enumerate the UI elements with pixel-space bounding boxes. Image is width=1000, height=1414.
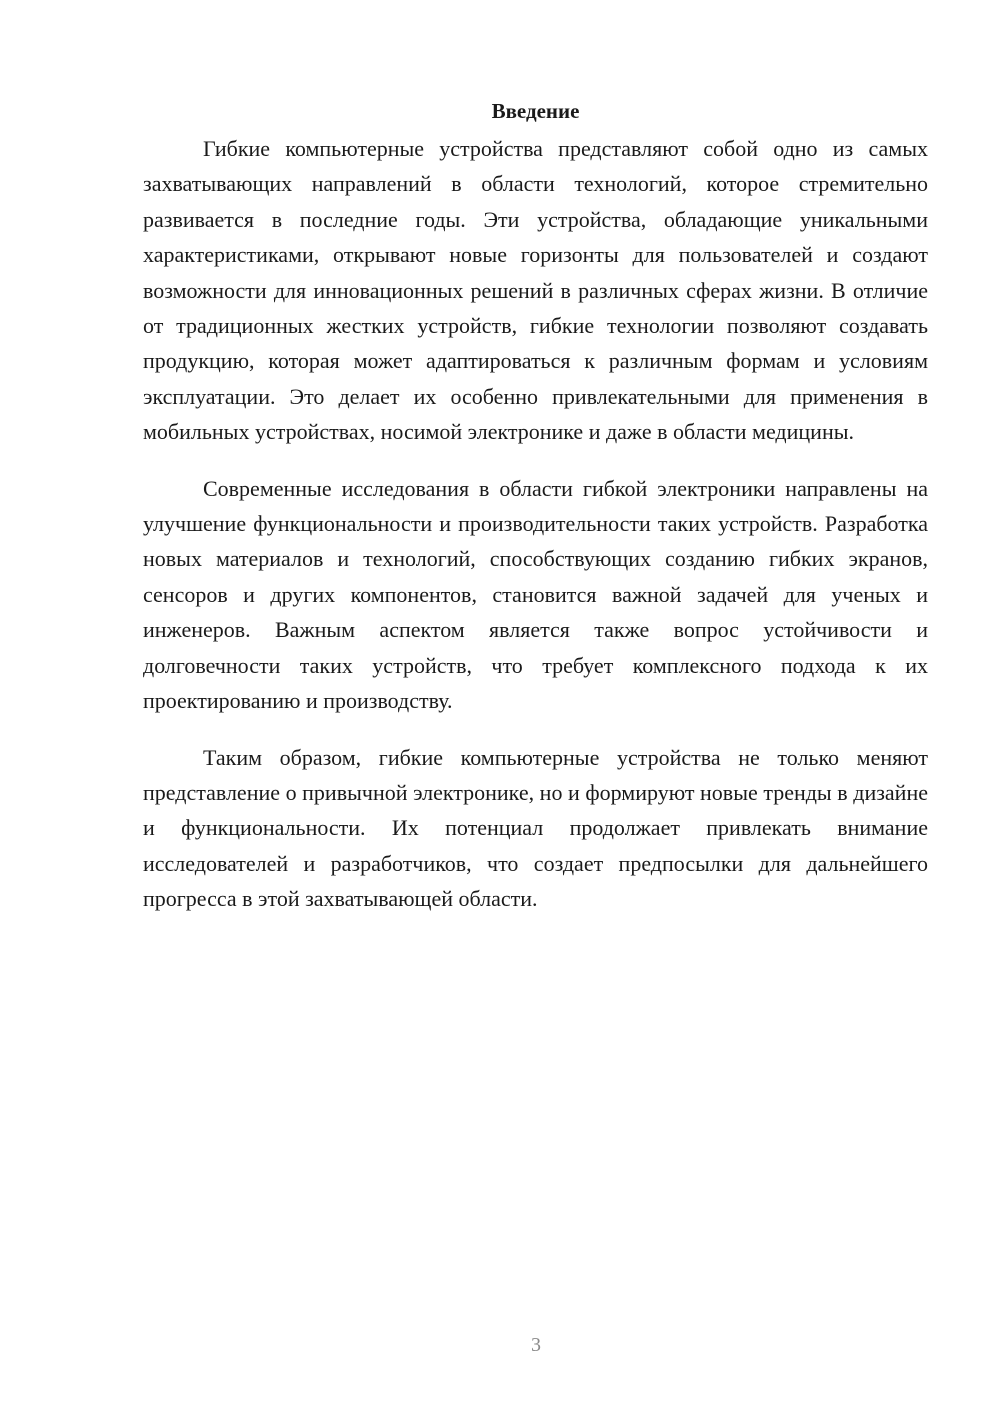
paragraph-1: Гибкие компьютерные устройства представляют собой одно из самых захватывающих направлений в области технологий, которое стремительно развивается в последние годы. Эти устройства, обладающие уникальными характеристиками, открывают новые горизонты для пользователей и создают возможности для инновационных решений в различных сферах жизни. В отличие от традиционных жестких устройств, гибкие технологии позволяют создавать продукцию, которая может адаптироваться к различным формам и условиям эксплуатации. Это делает их особенно привлекательными для применения в мобильных устройствах, носимой электронике и даже в области медицины. [143, 136, 928, 445]
section-title: Введение [491, 99, 580, 123]
page-number: 3 [531, 1334, 541, 1356]
paragraph-3: Таким образом, гибкие компьютерные устройства не только меняют представление о привычной электронике, но и формируют новые тренды в дизайне и функциональности. Их потенциал продолжает привлекать внимание исследователей и разработчиков, что создает предпосылки для дальнейшего прогресса в этой захватывающей области. [143, 744, 928, 912]
paragraph-2: Современные исследования в области гибкой электроники направлены на улучшение функциональности и производительности таких устройств. Разработка новых материалов и технологий, способствующих созданию гибких экранов, сенсоров и других компонентов, становится важной задачей для ученых и инженеров. Важным аспектом является также вопрос устойчивости и долговечности таких устройств, что требует комплексного подхода к их проектированию и производству. [143, 475, 928, 714]
document-body [143, 95, 928, 938]
